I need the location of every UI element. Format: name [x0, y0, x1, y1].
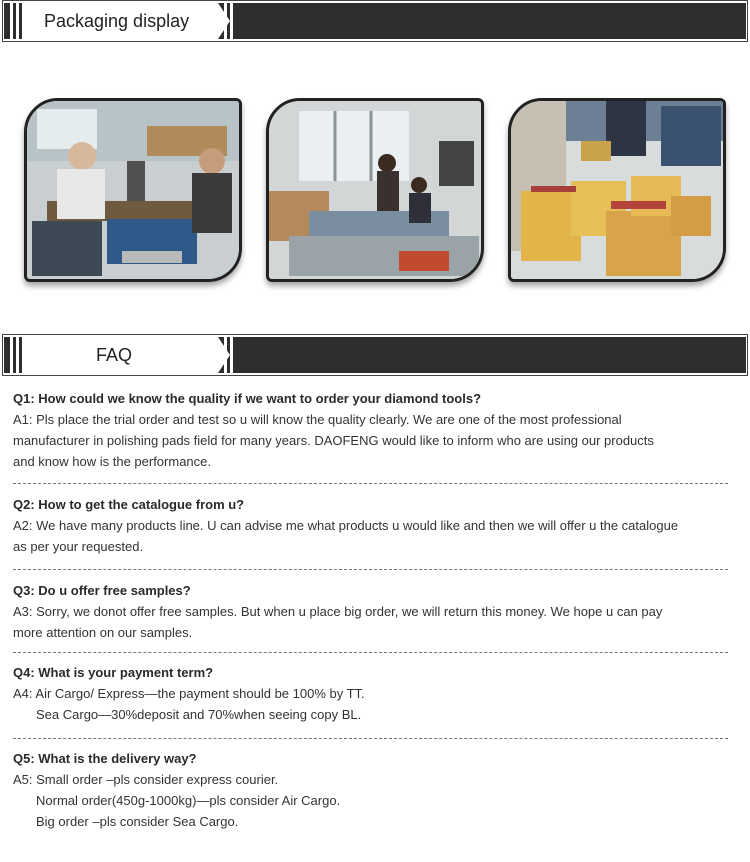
faq-answer-line: A5: Small order –pls consider express courier.	[13, 772, 279, 787]
faq-answer-line: more attention on our samples.	[13, 625, 193, 640]
faq-answer-line: manufacturer in polishing pads field for many years. DAOFENG would like to inform who are using our products	[13, 433, 654, 448]
divider	[13, 569, 728, 570]
faq-question: Q1: How could we know the quality if we want to order your diamond tools?	[13, 391, 482, 406]
faq-answer-line: and know how is the performance.	[13, 454, 211, 469]
packaging-banner	[0, 0, 750, 42]
workshop-photo-1	[24, 98, 242, 282]
faq-item-4	[13, 662, 733, 725]
faq-answer-line: as per your requested.	[13, 539, 144, 554]
faq-item-2	[13, 494, 733, 557]
faq-answer-line: Normal order(450g-1000kg)—pls consider Air Cargo.	[36, 793, 341, 808]
faq-answer-line: A4: Air Cargo/ Express—the payment should be 100% by TT.	[13, 686, 365, 701]
faq-question: Q5: What is the delivery way?	[13, 751, 197, 766]
packaging-title: Packaging display	[44, 10, 190, 31]
faq-question: Q2: How to get the catalogue from u?	[13, 497, 245, 512]
faq-answer-line: Big order –pls consider Sea Cargo.	[36, 814, 239, 829]
faq-banner	[0, 334, 750, 376]
faq-title: FAQ	[96, 344, 133, 365]
faq-item-3	[13, 580, 733, 643]
faq-answer-line: A3: Sorry, we donot offer free samples. But when u place big order, we will return this money. We hope u can pay	[13, 604, 663, 619]
faq-question: Q4: What is your payment term?	[13, 665, 214, 680]
workshop-photo-3	[508, 98, 726, 282]
faq-question: Q3: Do u offer free samples?	[13, 583, 191, 598]
workshop-photo-2	[266, 98, 484, 282]
faq-answer-line: Sea Cargo—30%deposit and 70%when seeing copy BL.	[36, 707, 362, 722]
faq-item-5	[13, 748, 733, 832]
divider	[13, 738, 728, 739]
faq-item-1	[13, 388, 733, 472]
faq-answer-line: A2: We have many products line. U can advise me what products u would like and then we will offer u the catalogue	[13, 518, 679, 533]
divider	[13, 652, 728, 653]
faq-answer-line: A1: Pls place the trial order and test so u will know the quality clearly. We are one of the most professional	[13, 412, 622, 427]
divider	[13, 483, 728, 484]
